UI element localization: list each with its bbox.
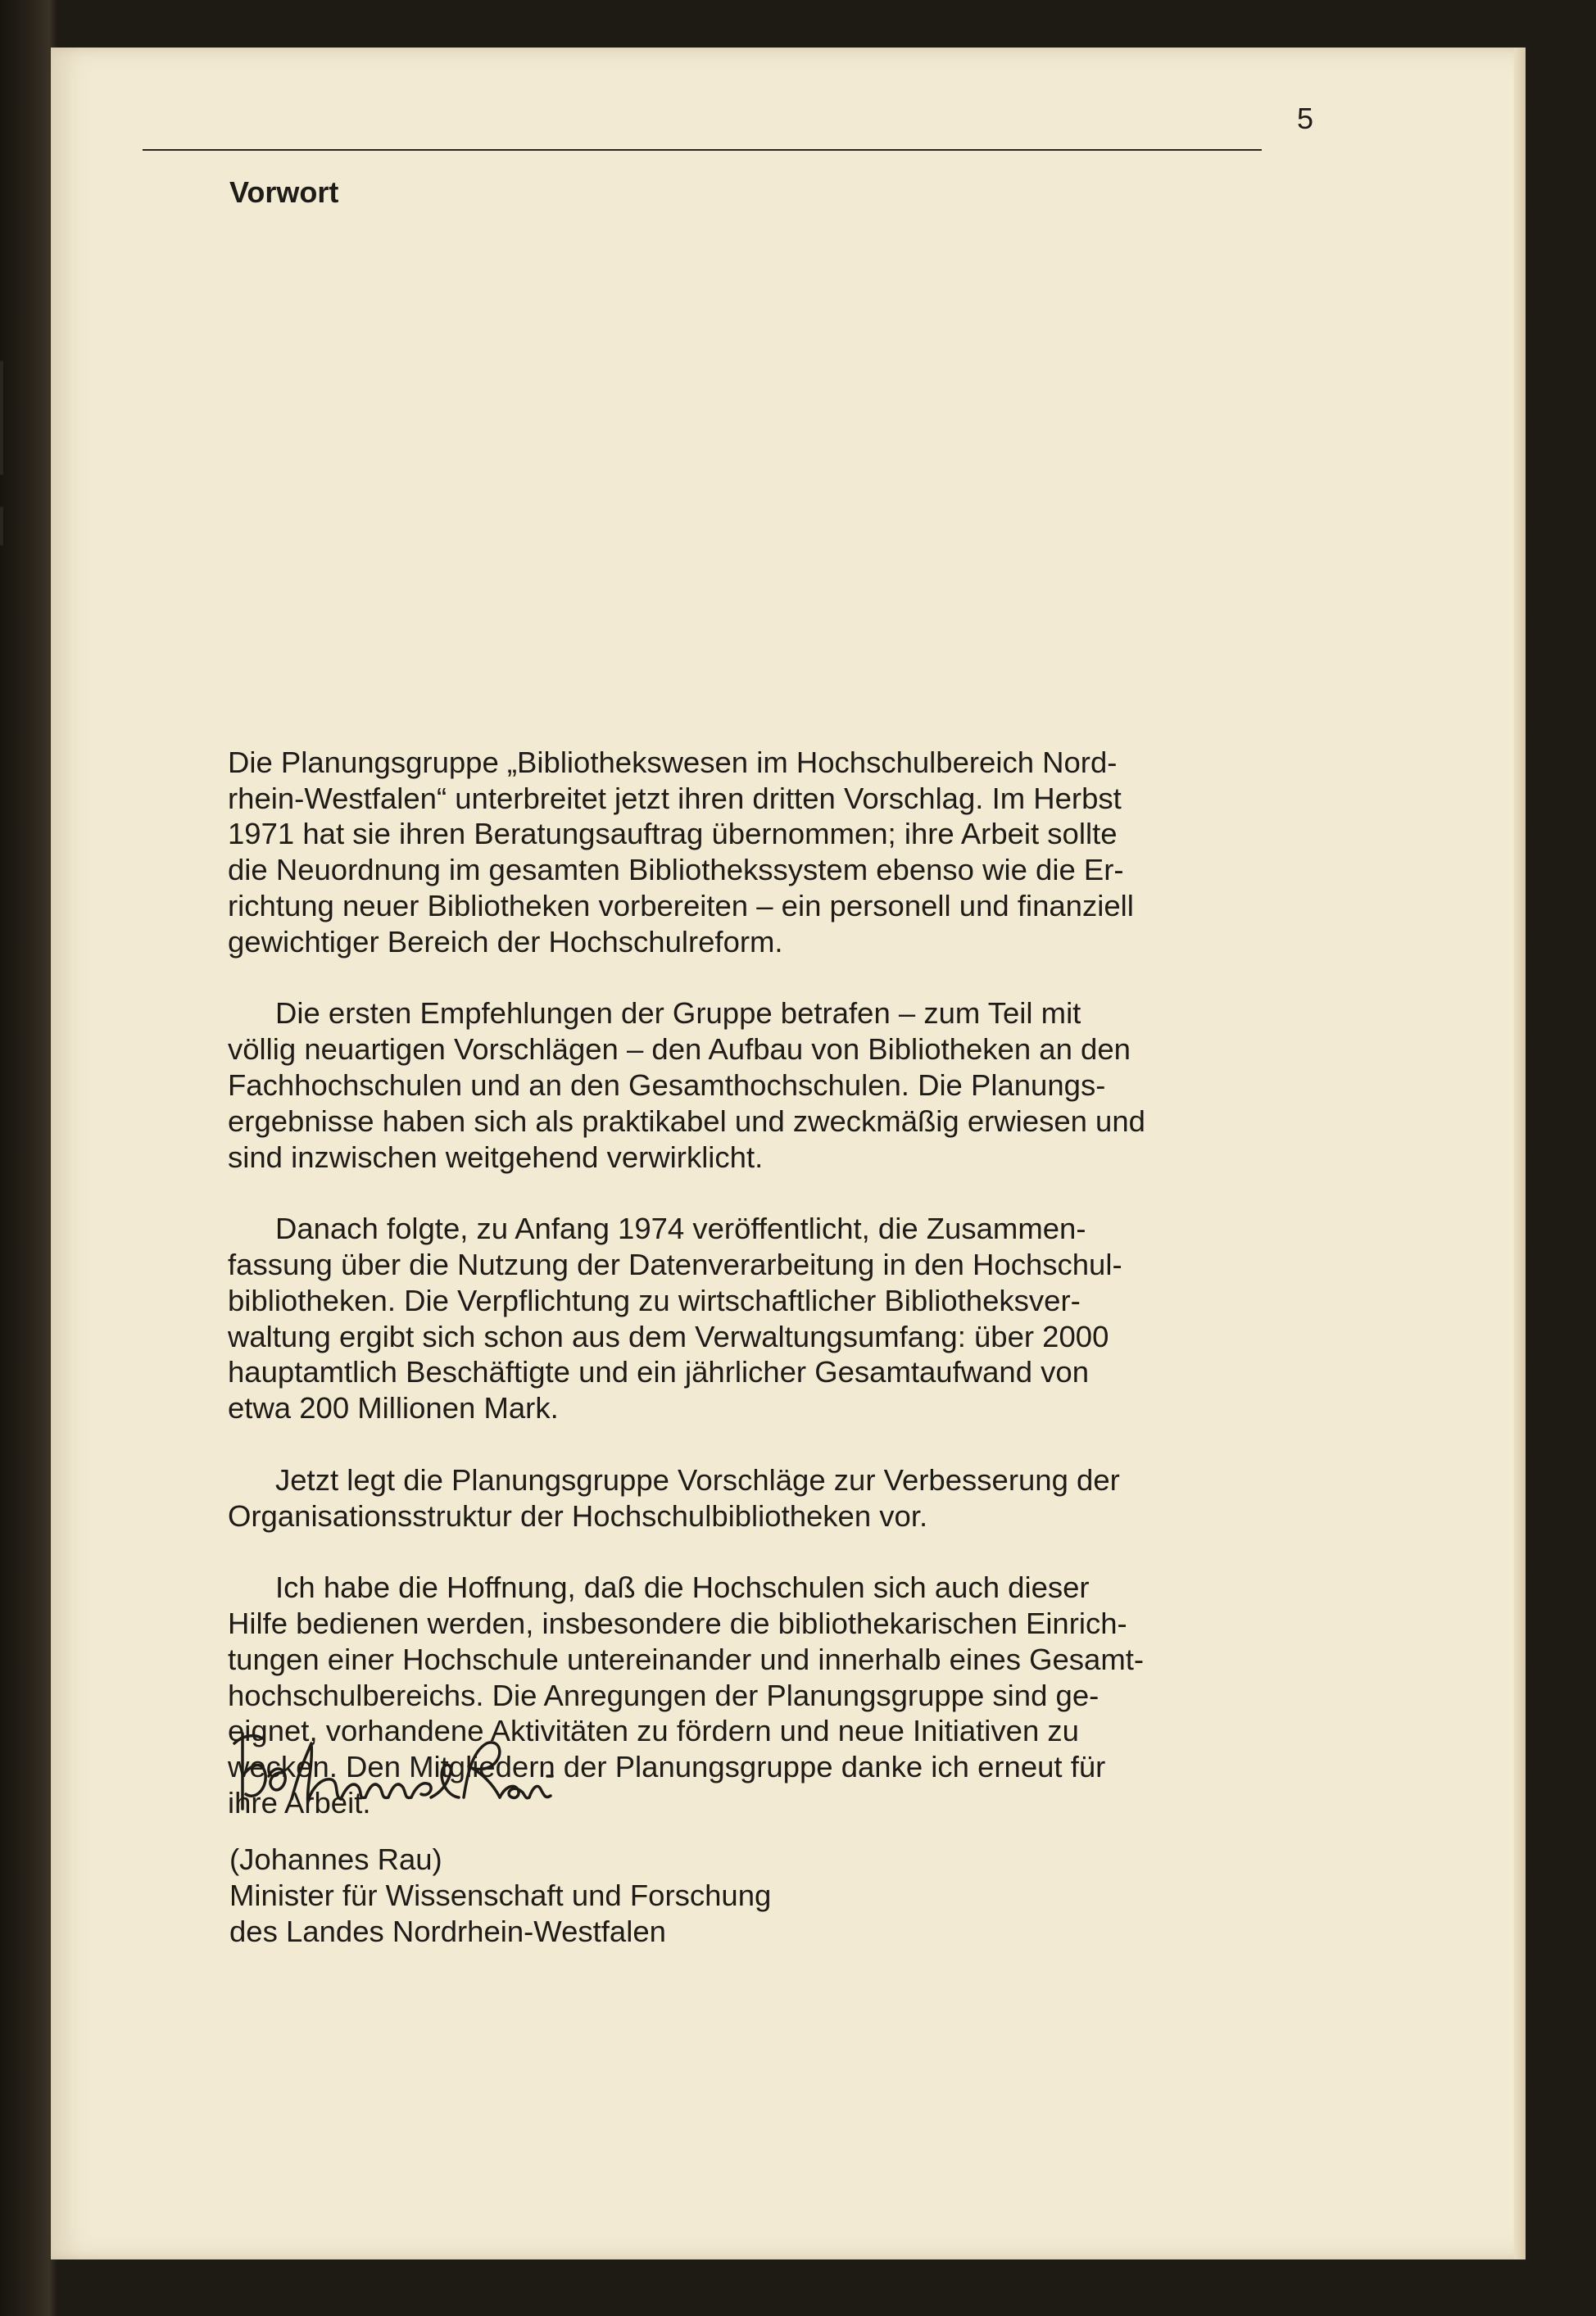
body-text (228, 709, 1317, 1857)
signer-block (229, 1842, 771, 1950)
page-number: 5 (1296, 102, 1314, 135)
signer-title-line2: des Landes Nordrhein-Westfalen (229, 1915, 666, 1948)
margin-mark (0, 360, 3, 475)
page-heading: Vorwort (229, 175, 339, 209)
margin-mark (0, 506, 3, 546)
handwritten-signature (226, 1719, 570, 1825)
paragraph: Jetzt legt die Planungsgruppe Vorschläge zur Verbesserung der Organisationsstruktur der Hochschulbibliotheken vor. (228, 1462, 1120, 1533)
signer-title-line1: Minister für Wissenschaft und Forschung (229, 1879, 772, 1912)
paragraph: Ich habe die Hoffnung, daß die Hochschulen sich auch dieser Hilfe bedienen werden, insbesondere die bibliothekarischen Einrich- tungen einer Hochschule untereinander und innerhalb eines Gesamt- hochschulbereichs. Die Anregungen der Planungsgruppe sind ge- eignet, vorhandene Aktivitäten zu fördern und neue Initiativen zu wecken. Den Mitgliedern der Planungsgruppe danke ich erneut für ihre Arbeit. (228, 1570, 1145, 1820)
page-edge (1514, 48, 1526, 2259)
paragraph: Die ersten Empfehlungen der Gruppe betrafen – zum Teil mit völlig neuartigen Vorschlägen – den Aufbau von Bibliotheken an den Fachhochschulen und an den Gesamthochschulen. Die Planungs- ergebnisse haben sich als praktikabel und zweckmäßig erwiesen und sind inzwischen weitgehend verwirklicht. (228, 996, 1145, 1174)
document-page (51, 48, 1526, 2259)
paragraph: Die Planungsgruppe „Bibliothekswesen im Hochschulbereich Nord- rhein-Westfalen“ unterbreitet jetzt ihren dritten Vorschlag. Im Herbst 1971 hat sie ihren Beratungsauftrag übernommen; ihre Arbeit sollte die Neuordnung im gesamten Bibliothekssystem ebenso wie die Er- richtung neuer Bibliotheken vorbereiten – ein personell und finanziell gewichtiger Bereich der Hochschulreform. (228, 745, 1134, 959)
signer-name: (Johannes Rau) (229, 1842, 442, 1876)
header-rule (143, 149, 1262, 151)
paragraph: Danach folgte, zu Anfang 1974 veröffentlicht, die Zusammen- fassung über die Nutzung der Datenverarbeitung in den Hochschul- bibliotheken. Die Verpflichtung zu wirtschaftlicher Bibliotheksver- waltung ergibt sich schon aus dem Verwaltungsumfang: über 2000 hauptamtlich Beschäftigte und ein jährlicher Gesamtaufwand von etwa 200 Millionen Mark. (228, 1212, 1122, 1425)
